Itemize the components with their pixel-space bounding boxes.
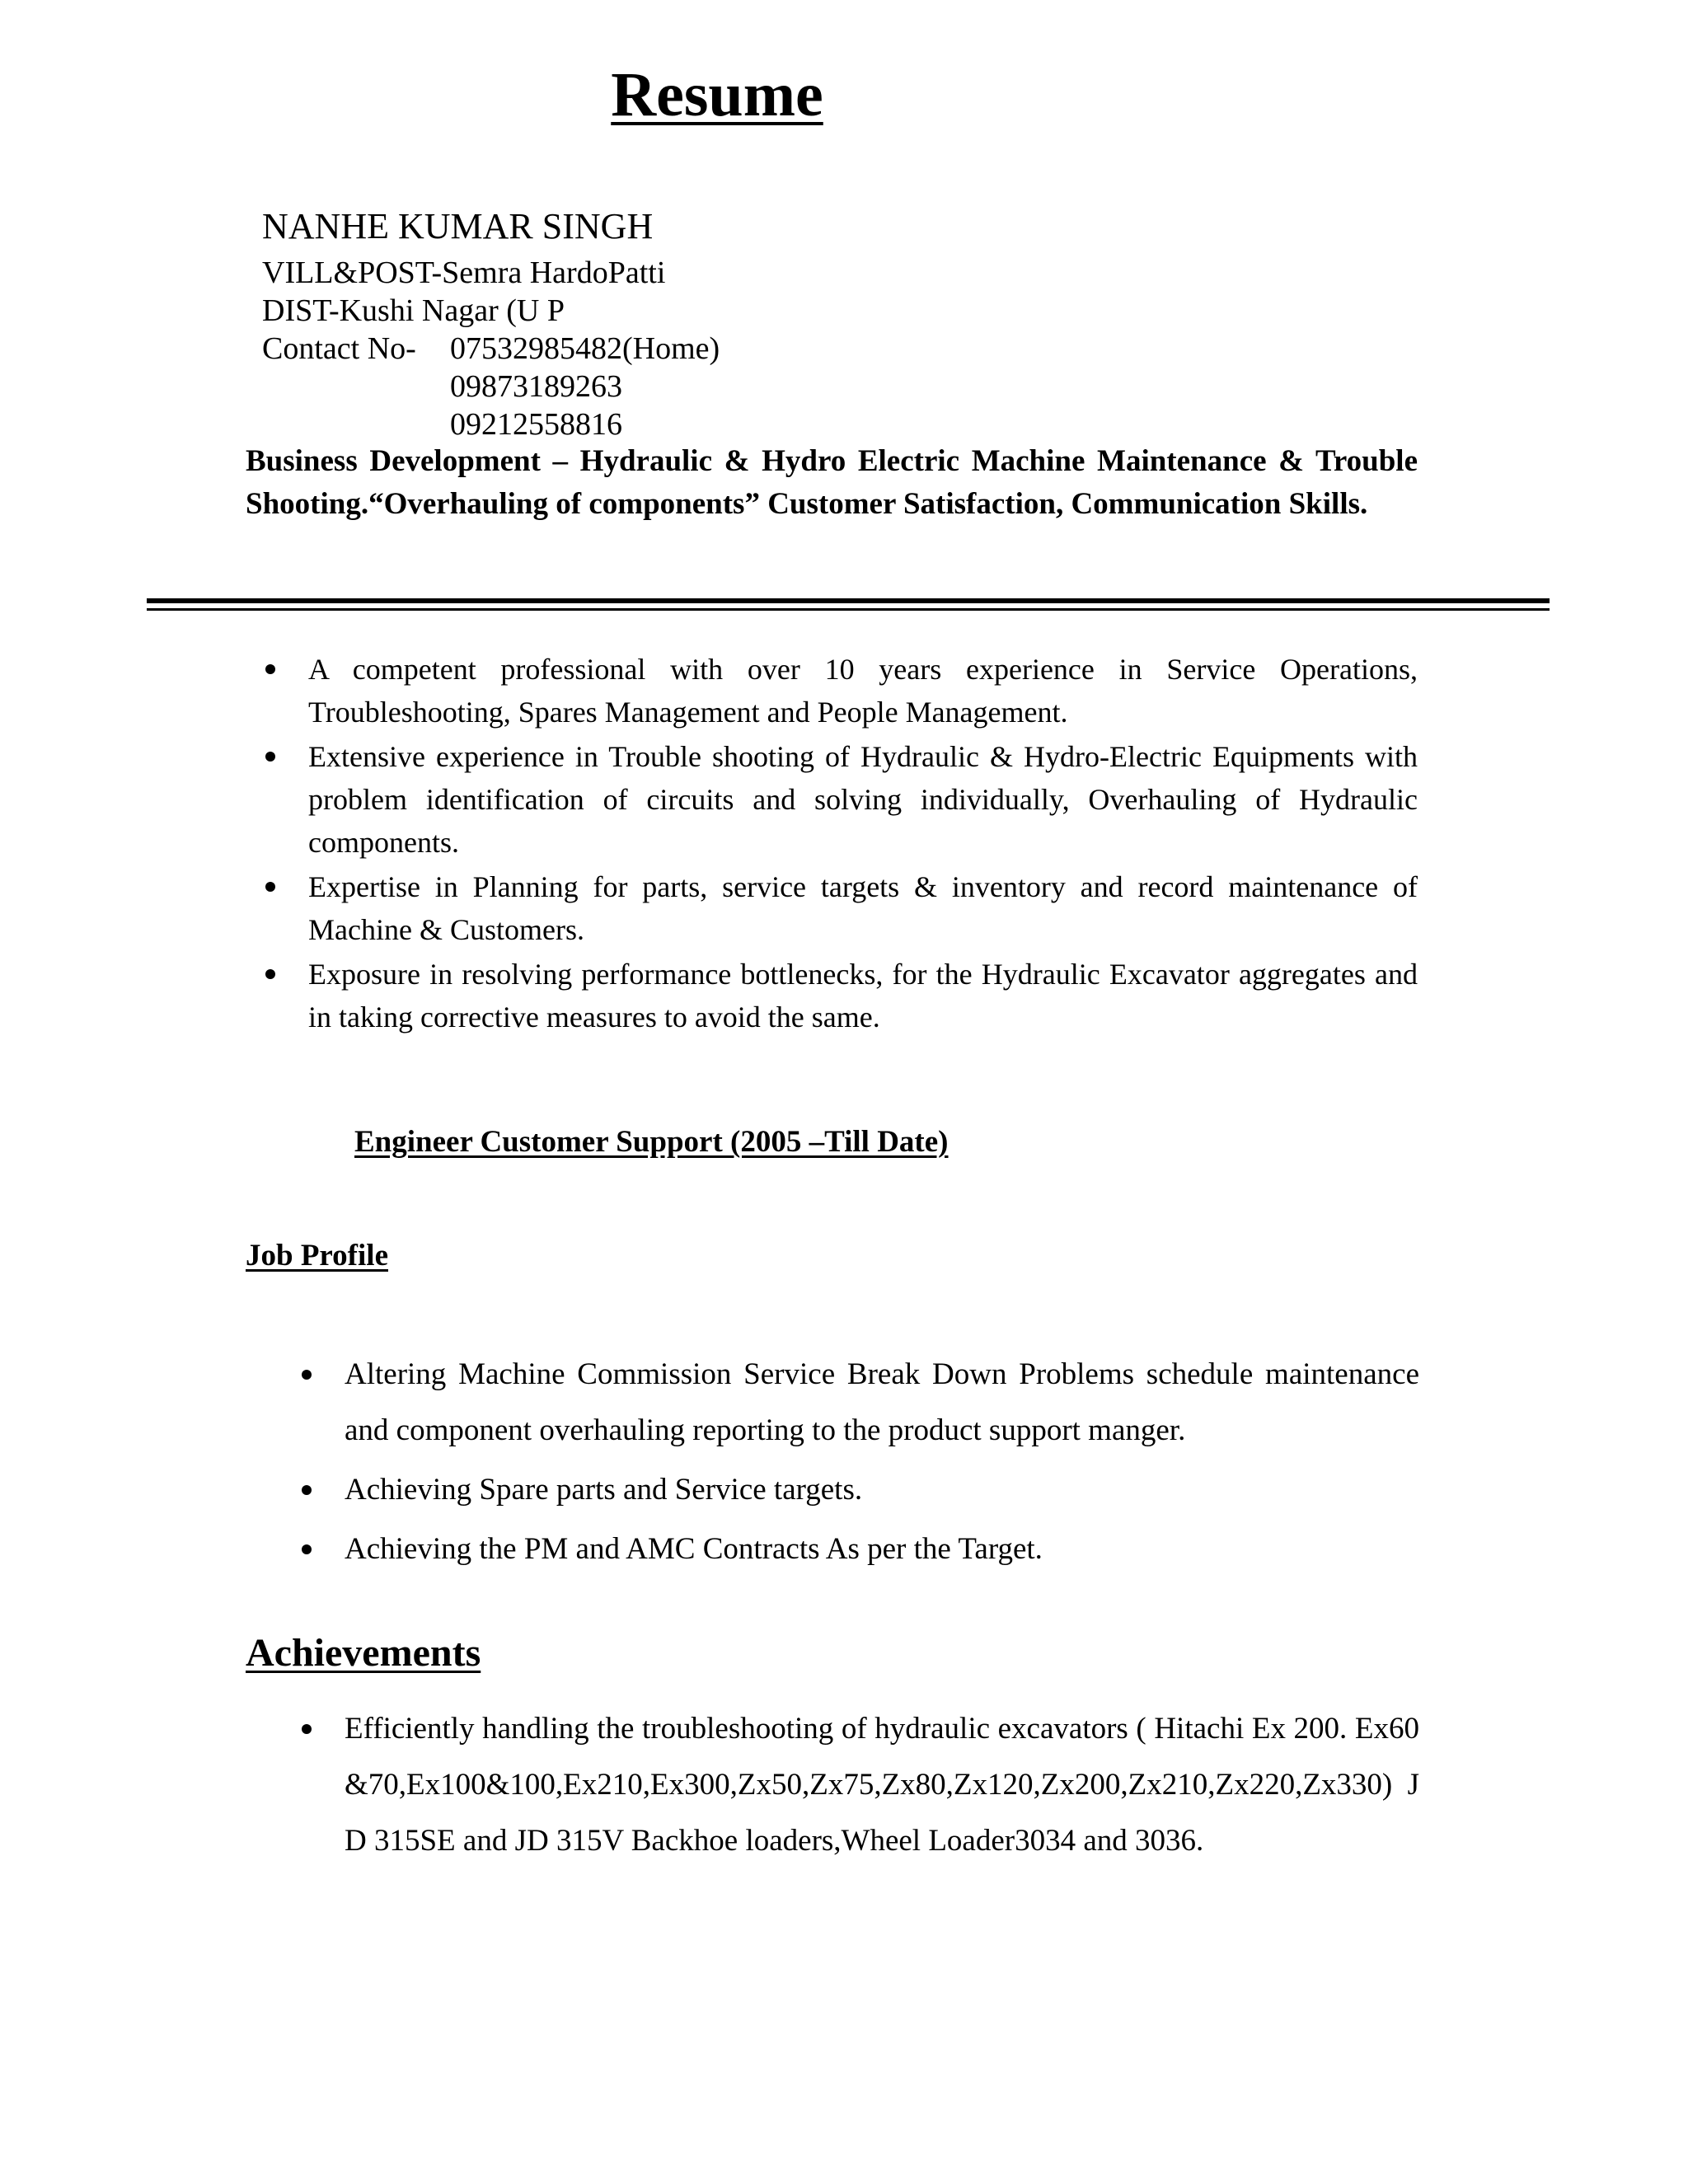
job-profile-list: [345, 1347, 1419, 1581]
page-title: Resume: [611, 60, 823, 129]
list-item: Extensive experience in Trouble shooting of Hydraulic & Hydro-Electric Equipments with problem identification of circuits and solving individually, Overhauling of Hydraulic components.: [308, 735, 1418, 864]
phone-home: 07532985482(Home): [450, 331, 720, 366]
bullet-icon: [302, 1724, 312, 1734]
position-heading: Engineer Customer Support (2005 –Till Date): [354, 1125, 949, 1159]
list-item: Expertise in Planning for parts, service targets & inventory and record maintenance of Machine & Customers.: [308, 865, 1418, 951]
phone-3: 09212558816: [450, 407, 622, 442]
bullet-icon: [265, 664, 275, 674]
contact-label: Contact No-: [262, 331, 416, 366]
divider-thin: [147, 608, 1550, 611]
list-item: Achieving Spare parts and Service targets.: [345, 1462, 1419, 1518]
list-item: A competent professional with over 10 years experience in Service Operations, Troubleshooting, Spares Management and People Management.: [308, 648, 1418, 733]
highlights-list: [308, 648, 1418, 1040]
achievements-list: [345, 1701, 1419, 1869]
list-item: Achieving the PM and AMC Contracts As per the Target.: [345, 1521, 1419, 1577]
list-item: Exposure in resolving performance bottlenecks, for the Hydraulic Excavator aggregates and in taking corrective measures to avoid the same.: [308, 953, 1418, 1038]
job-profile-heading: Job Profile: [246, 1239, 388, 1272]
bullet-icon: [265, 969, 275, 979]
bullet-icon: [302, 1485, 312, 1495]
bullet-icon: [302, 1370, 312, 1380]
achievements-heading: Achievements: [246, 1631, 481, 1675]
address-line-2: DIST-Kushi Nagar (U P: [262, 293, 565, 328]
address-line-1: VILL&POST-Semra HardoPatti: [262, 255, 666, 290]
phone-2: 09873189263: [450, 369, 622, 404]
list-item: Efficiently handling the troubleshooting of hydraulic excavators ( Hitachi Ex 200. Ex60&70,Ex100&100,Ex210,Ex300,Zx50,Zx75,Zx80,Zx120,Zx200,Zx210,Zx220,Zx330) JD 315SE and JD 315V Backhoe loaders,Wheel Loader3034 and 3036.: [345, 1701, 1419, 1869]
divider-thick: [147, 598, 1550, 603]
candidate-name: NANHE KUMAR SINGH: [262, 206, 654, 246]
bullet-icon: [302, 1544, 312, 1554]
bullet-icon: [265, 882, 275, 892]
list-item: Altering Machine Commission Service Break Down Problems schedule maintenance and component overhauling reporting to the product support manger.: [345, 1347, 1419, 1459]
bullet-icon: [265, 752, 275, 762]
career-summary: Business Development – Hydraulic & Hydro Electric Machine Maintenance & Trouble Shooting.“Overhauling of components” Customer Satisfaction, Communication Skills.: [246, 444, 1418, 521]
